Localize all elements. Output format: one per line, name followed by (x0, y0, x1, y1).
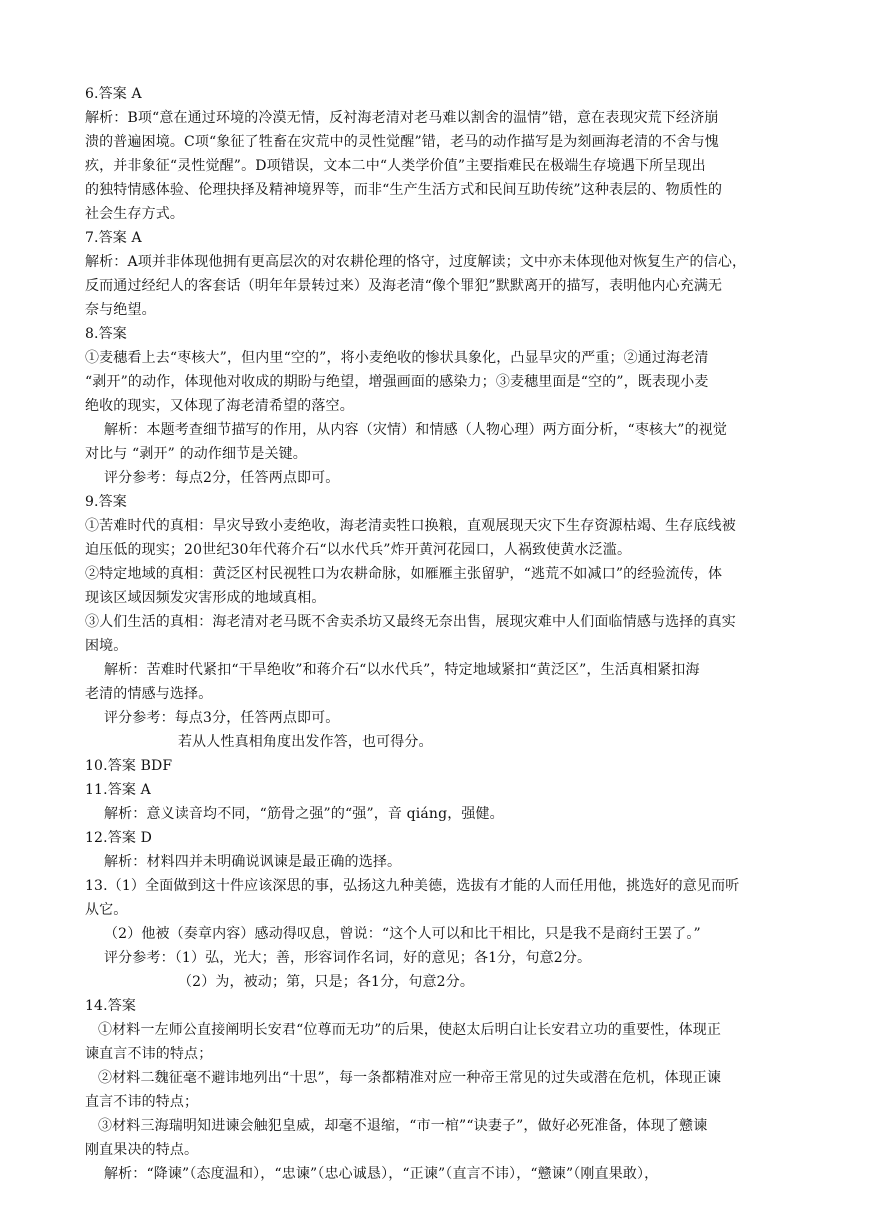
answer-9-scoring-line: 评分参考：每点3分，任答两点即可。 (104, 710, 340, 726)
answer-12-heading: 12.答案 D (85, 830, 152, 846)
answer-14-point-line: ③材料三海瑞明知进谏会触犯皇威，却毫不退缩，“市一棺”“诀妻子”，做好必死准备，体现了戆谏 (98, 1118, 708, 1134)
answer-14-point-line: 刚直果决的特点。 (85, 1142, 199, 1158)
answer-9-heading: 9.答案 (85, 494, 127, 510)
answer-6-heading: 6.答案 A (85, 86, 142, 102)
answer-9-analysis-line: 老清的情感与选择。 (85, 686, 213, 702)
answer-6-analysis-line: 的独特情感体验、伦理抉择及精神境界等，而非“生产生活方式和民间互助传统”这种表层的、物质性的 (85, 182, 723, 198)
answer-10-heading: 10.答案 BDF (85, 758, 173, 774)
answer-8-analysis-line: 对比与 “剥开” 的动作细节是关键。 (85, 446, 307, 462)
answer-7-analysis-line: 解析：A项并非体现他拥有更高层次的对农耕伦理的恪守，过度解读；文中亦未体现他对恢复生产的信心， (85, 254, 747, 270)
answer-13-translation-line: 13.（1）全面做到这十件应该深思的事，弘扬这九种美德，选拔有才能的人而任用他，挑选好的意见而听 (85, 878, 740, 894)
answer-6-analysis-line: 解析：B项“意在通过环境的冷漠无情，反衬海老清对老马难以割舍的温情”错，意在表现灾荒下经济崩 (85, 110, 719, 126)
answer-9-point-line: ①苦难时代的真相：旱灾导致小麦绝收，海老清卖牲口换粮，直观展现天灾下生存资源枯竭、生存底线被 (85, 518, 736, 534)
answer-11-heading: 11.答案 A (85, 782, 151, 798)
answer-13-translation-line: （2）他被（奏章内容）感动得叹息，曾说：“这个人可以和比干相比，只是我不是商纣王罢了。” (104, 926, 701, 942)
answer-14-point-line: 直言不讳的特点； (85, 1094, 199, 1110)
answer-6-analysis-line: 疚，并非象征“灵性觉醒”。D项错误，文本二中“人类学价值”主要指难民在极端生存境遇下所呈现出 (85, 158, 706, 174)
answer-6-analysis-line: 溃的普遍困境。C项“象征了牲畜在灾荒中的灵性觉醒”错，老马的动作描写是为刻画海老清的不舍与愧 (85, 134, 719, 150)
answer-8-point-line: “剥开”的动作，体现他对收成的期盼与绝望，增强画面的感染力；③麦穗里面是“空的”，既表现小麦 (85, 374, 709, 390)
answer-9-point-line: ③人们生活的真相：海老清对老马既不舍卖杀坊又最终无奈出售，展现灾难中人们面临情感与选择的真实 (85, 614, 736, 630)
answer-14-point-line: 谏直言不讳的特点； (85, 1046, 213, 1062)
answer-13-translation-line: 从它。 (85, 902, 128, 918)
answer-8-point-line: ①麦穗看上去“枣核大”，但内里“空的”，将小麦绝收的惨状具象化，凸显旱灾的严重；②通过海老清 (85, 350, 709, 366)
answer-14-point-line: ②材料二魏征毫不避讳地列出“十思”，每一条都精准对应一种帝王常见的过失或潜在危机，体现正谏 (98, 1070, 722, 1086)
answer-9-point-line: 现该区域因频发灾害形成的地域真相。 (85, 590, 326, 606)
answer-8-heading: 8.答案 (85, 326, 127, 342)
answer-9-point-line: 困境。 (85, 638, 128, 654)
answer-13-scoring-line: （2）为，被动；第，只是；各1分，句意2分。 (178, 974, 475, 990)
answer-13-scoring-line: 评分参考：（1）弘，光大；善，形容词作名词，好的意见；各1分，句意2分。 (104, 950, 592, 966)
answer-6-analysis-line: 社会生存方式。 (85, 206, 185, 222)
answer-7-heading: 7.答案 A (85, 230, 142, 246)
answer-11-analysis-line: 解析：意义读音均不同，“筋骨之强”的“强”，音 qiáng，强健。 (104, 806, 504, 822)
answer-8-point-line: 绝收的现实，又体现了海老清希望的落空。 (85, 398, 354, 414)
answer-12-analysis-line: 解析：材料四并未明确说讽谏是最正确的选择。 (104, 854, 402, 870)
answer-8-scoring-line: 评分参考：每点2分，任答两点即可。 (104, 470, 340, 486)
answer-9-point-line: 迫压低的现实；20世纪30年代蒋介石“以水代兵”炸开黄河花园口，人祸致使黄水泛滥。 (85, 542, 632, 558)
answer-7-analysis-line: 奈与绝望。 (85, 302, 156, 318)
answer-9-analysis-line: 解析：苦难时代紧扣“干旱绝收”和蒋介石“以水代兵”，特定地域紧扣“黄泛区”，生活真相紧扣海 (104, 662, 700, 678)
answer-9-point-line: ②特定地域的真相：黄泛区村民视牲口为农耕命脉，如雁雁主张留驴，“逃荒不如减口”的经验流传，体 (85, 566, 723, 582)
answer-9-scoring-line: 若从人性真相角度出发作答，也可得分。 (178, 734, 433, 750)
answer-14-analysis-line: 解析：“降谏”（态度温和），“忠谏”（忠心诚恳），“正谏”（直言不讳），“戆谏”（刚直果敢）， (104, 1166, 659, 1182)
answer-8-analysis-line: 解析：本题考查细节描写的作用，从内容（灾情）和情感（人物心理）两方面分析，“枣核大”的视觉 (104, 422, 728, 438)
answer-14-point-line: ①材料一左师公直接阐明长安君“位尊而无功”的后果，使赵太后明白让长安君立功的重要性，体现正 (98, 1022, 722, 1038)
answer-14-heading: 14.答案 (85, 998, 137, 1014)
answer-7-analysis-line: 反而通过经纪人的客套话（明年年景转过来）及海老清“像个罪犯”默默离开的描写，表明他内心充满无 (85, 278, 723, 294)
